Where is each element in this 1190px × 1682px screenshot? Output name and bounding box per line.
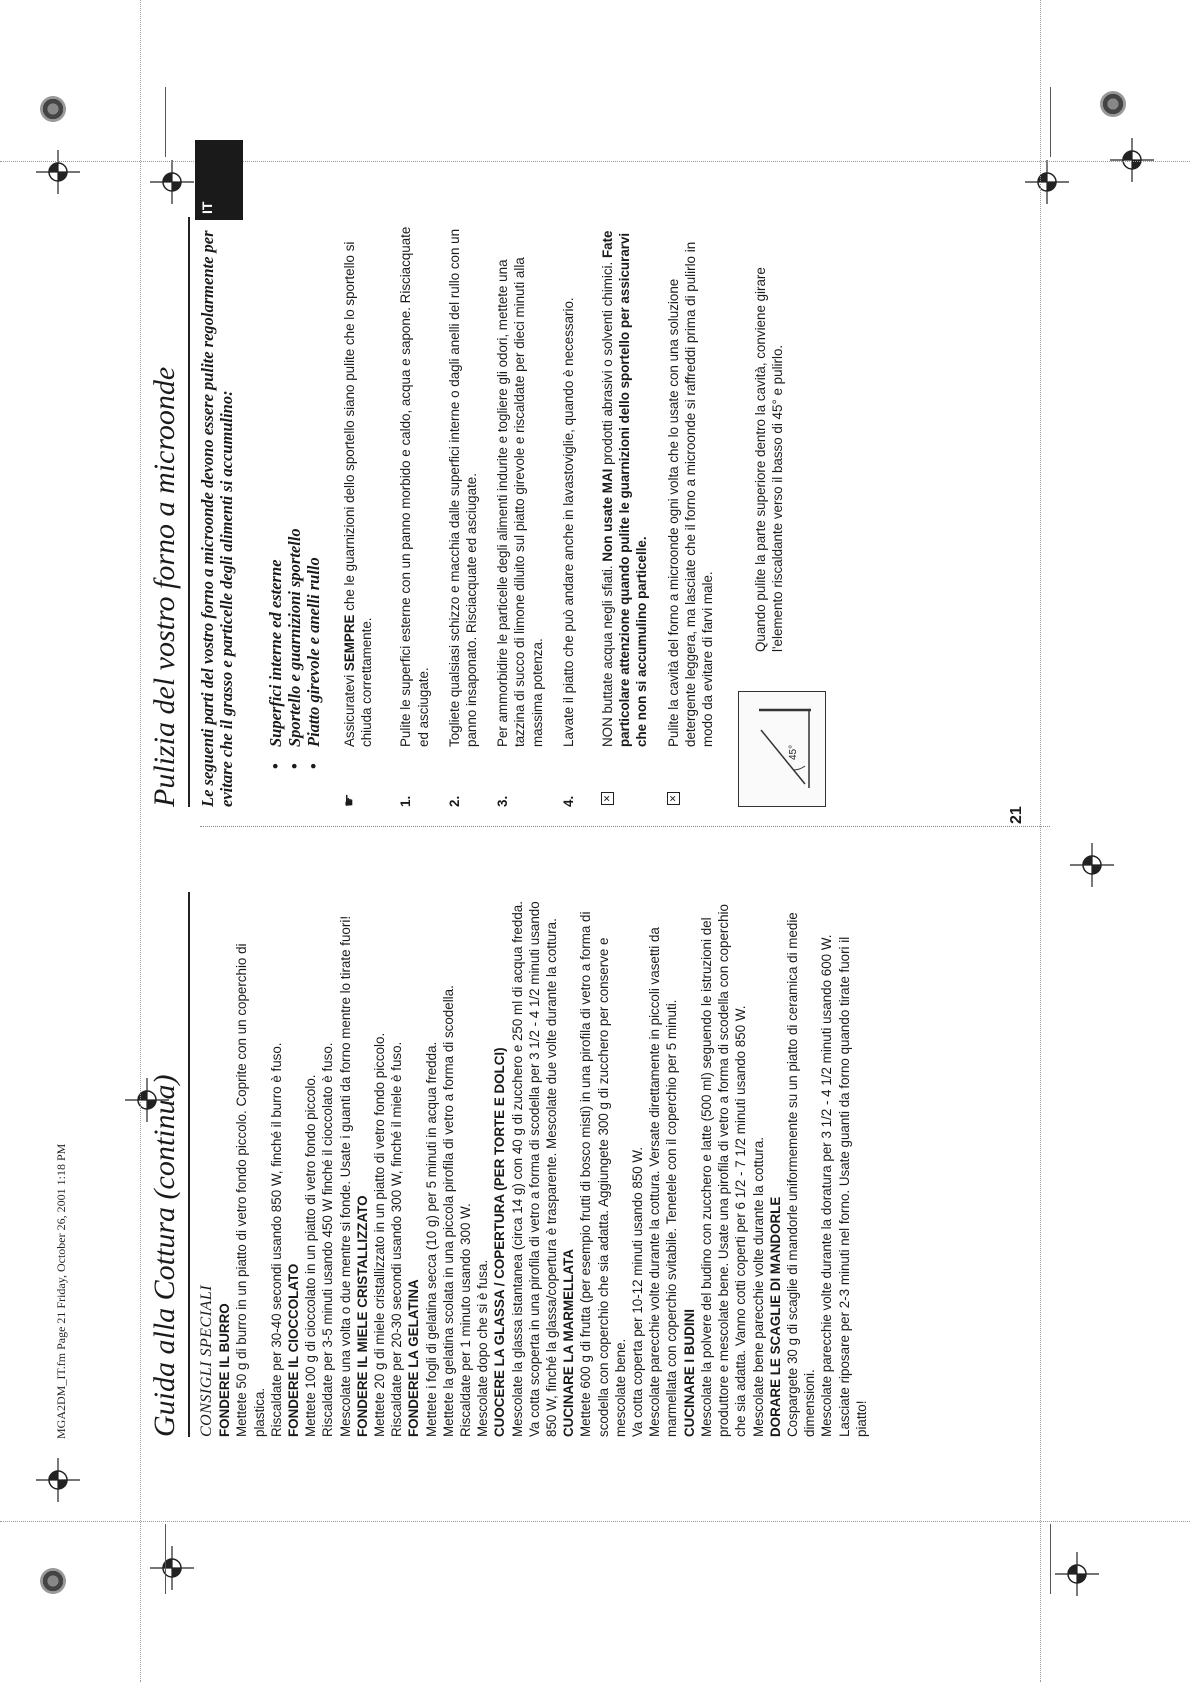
step-text: Lavate il piatto che può andare anche in lavastoviglie, quando è necessario. [560,297,576,747]
tip-heading: DORARE LE SCAGLIE DI MANDORLE [767,1196,783,1437]
step-number: 4. [560,795,576,807]
tip-text: Mettete la gelatina scolata in una piccola pirofila di vetro a forma di scodella. [440,985,456,1437]
warning-text: prodotti abrasivi o solventi chimici. [600,258,616,469]
tip-text: Mettete 600 g di frutta (per esempio frutti di bosco misti) in una pirofila di vetro a forma di scodella con coperchio che sia adatta. Aggiungete 300 g di zucchero per conserve e mescolate bene. [578,911,628,1437]
tip-text: Mescolate parecchie volte durante la doratura per 3 1/2 - 4 1/2 minuti usando 600 W. Lasciate riposare per 2-3 minuti nel forno. Usate guanti da forno quando tirate fuori il piatto! [819,934,869,1437]
title-rule [188,892,190,1437]
diagram-caption: Quando pulite la parte superiore dentro la cavità, conviene girare l'elemento riscaldante verso il basso di 45° e pulirlo. [753,267,786,652]
warning-box-icon: ✕ [667,792,680,805]
tip-text: Mescolate parecchie volte durante la cottura. Versate direttamente in piccoli vasetti da marmellata con coperchio svitabile. Tenetele con il coperchio per 5 minuti. [647,927,680,1437]
warning-box-icon: ✕ [601,792,614,805]
note-text-prefix: Assicuratevi [342,671,357,747]
note-text-strong: SEMPRE [342,614,357,672]
warning-strong: MAI [600,468,616,494]
page-number: 21 [1008,806,1025,824]
crosshair-icon [1110,138,1154,182]
crop-mark [1050,87,1051,157]
special-tips-column [198,897,870,1437]
tip-heading: FONDERE IL MIELE CRISTALLIZZATO [354,1195,370,1437]
step-number: 1. [398,795,414,807]
tip-text: Va cotta coperta per 10-12 minuti usando 850 W. [630,1146,646,1437]
tip-heading: CUCINARE I BUDINI [681,1309,697,1437]
angle-label: 45° [788,744,800,760]
crop-mark [165,87,166,157]
tip-heading: FONDERE IL BURRO [217,1303,233,1437]
tip-text: Mescolate la glassa istantanea (circa 14 g) con 40 g di zucchero e 250 ml di acqua fredda. [509,901,525,1437]
warning-text: Pulite la cavità del forno a microonde ogni volta che lo usate con una soluzione detergente leggera, ma lasciate che il forno a microonde si raffreddi prima di pulirlo in modo da evitare di farvi male. [665,241,716,747]
cleaning-parts-list [266,217,323,747]
step-text: Pulite le superfici esterne con un panno morbido e caldo, acqua e sapone. Risciacquate ed asciugate. [398,226,431,747]
tip-text: Mescolate bene parecchie volte durante la cottura. [750,1137,766,1437]
diagram-row [738,217,834,807]
heater-angle-icon [739,692,825,806]
list-item: • Piatto girevole e anelli rullo [304,217,323,747]
language-tab: IT [195,140,243,220]
tip-heading: CUOCERE LA GLASSA / COPERTURA (PER TORTE E DOLCI) [492,1047,508,1437]
tip-text: Mettete 50 g di burro in un piatto di vetro fondo piccolo. Coprite con un coperchio di plastica. [234,943,267,1437]
tip-text: Riscaldate per 1 minuto usando 300 W. [458,1203,474,1437]
crop-mark [165,1524,166,1594]
warning-strong: Fate particolare attenzione quando pulite le guarnizioni dello sportello per assicurarvi che non si accumulino particelle. [600,230,650,747]
crosshair-icon [150,160,194,204]
section-subtitle: CONSIGLI SPECIALI [198,1284,215,1437]
color-dot-icon [1100,91,1126,117]
tip-heading: FONDERE IL CIOCCOLATO [286,1263,302,1437]
step-row [560,217,577,807]
tip-text: Riscaldate per 20-30 secondi usando 300 W, finché il miele è fuso. [389,1041,405,1437]
column-separator [200,826,1050,827]
tip-text: Mettete 20 g di miele cristallizzato in un piatto di vetro fondo piccolo. [372,1032,388,1437]
step-row [446,217,480,807]
step-text: Per ammorbidire le particelle degli alimenti indurite e togliere gli odori, mettete una tazzina di succo di limone diluito sul piatto girevole e riscaldate per dieci minuti alla massima potenza. [495,257,545,747]
file-header: MGA2DM_IT.fm Page 21 Friday, October 26, 2001 1:18 PM [54,1143,68,1439]
right-page-title: Pulizia del vostro forno a microonde [148,366,181,807]
crosshair-icon [1025,160,1069,204]
warning-row [599,217,651,807]
tip-text: Mettete i fogli di gelatina secca (10 g) per 5 minuti in acqua fredda. [423,1041,439,1437]
tip-text: Va cotta scoperta in una pirofila di vetro a forma di scodella per 3 1/2 - 4 1/2 minuti usando 850 W, finché la glassa/copertura è trasparente. Mescolate due volte durante la cottura. [526,901,560,1437]
tip-heading: CUCINARE LA MARMELLATA [561,1249,577,1437]
tip-heading: FONDERE LA GELATINA [406,1279,422,1437]
note-text-rest: che le guarnizioni dello sportello siano pulite che lo sportello si chiuda correttamente. [342,241,375,747]
crosshair-icon [1070,843,1114,887]
list-item: • Sportello e guarnizioni sportello [285,217,304,747]
crop-mark [1050,1524,1051,1594]
tip-text: Riscaldate per 30-40 secondi usando 850 W, finché il burro è fuso. [268,1042,284,1437]
cleaning-column [198,217,834,807]
trim-guide [1040,0,1041,1682]
step-number: 3. [495,795,511,807]
crosshair-icon [36,150,80,194]
trim-guide [0,1521,1190,1522]
tip-text: Riscaldate per 3-5 minuti usando 450 W finché il cioccolato è fuso. [320,1042,336,1437]
color-dot-icon [40,1568,66,1594]
warning-text: NON buttate acqua negli sfiati. [600,561,616,747]
left-page-title: Guida alla Cottura (continua) [148,1074,181,1437]
tip-text: Mescolate una volta o due mentre si fonde. Usate i guanti da forno mentre lo tirate fuori! [337,915,353,1437]
step-row [494,217,546,807]
trim-guide [0,161,1190,162]
list-item: • Superfici interne ed esterne [266,217,285,747]
crosshair-icon [36,1458,80,1502]
tip-text: Cospargete 30 g di scaglie di mandorle uniformemente su un piatto di ceramica di medie dimensioni. [784,912,818,1437]
trim-guide [140,0,141,1682]
crosshair-icon [150,1546,194,1590]
color-dot-icon [40,96,66,122]
tip-text: Mescolate dopo che si è fusa. [475,1259,491,1437]
warning-row [665,217,717,807]
title-rule [188,217,190,807]
warning-strong: Non usate [600,493,616,562]
tip-text: Mescolate la polvere del budino con zucchero e latte (500 ml) seguendo le istruzioni del produttore e mescolate bene. Usate una pirofila di vetro a forma di scodella con coperchio che sia adatta. Vanno cotti coperti per 6 1/2 - 7 1/2 minuti usando 850 W. [698,904,749,1437]
pointing-hand-icon: ☛ [341,793,358,807]
step-text: Togliete qualsiasi schizzo e macchia dalle superfici interne o dagli anelli del rullo con un panno insaponato. Risciacquate ed asciugate. [446,228,480,747]
step-row [397,217,431,807]
cleaning-intro: Le seguenti parti del vostro forno a microonde devono essere pulite regolarmente per evitare che il grasso e particelle degli alimenti si accumulino: [198,230,236,807]
heater-angle-diagram [738,691,826,807]
note-row [341,217,375,807]
crosshair-icon [1055,1552,1099,1596]
step-number: 2. [446,795,462,807]
tip-text: Mettete 100 g di cioccolato in un piatto di vetro fondo piccolo. [303,1074,319,1437]
